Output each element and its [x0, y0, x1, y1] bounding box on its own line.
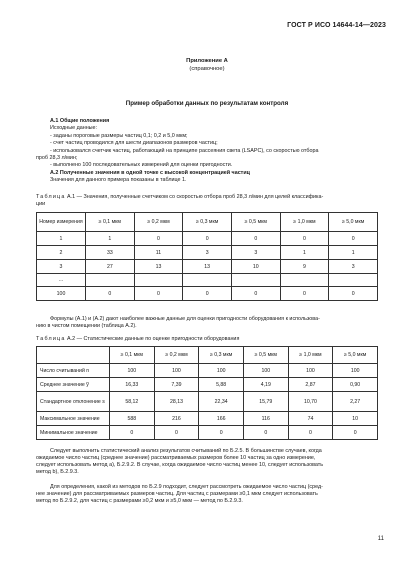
table-cell: 1 — [280, 246, 329, 260]
section-a1-intro: Исходные данные: — [50, 125, 98, 132]
table-cell: 7,39 — [154, 378, 199, 392]
table-cell: 100 — [288, 364, 333, 378]
paragraph-line: метод b), Б.2.9.3. — [36, 469, 79, 475]
table-header-cell: ≥ 0,3 мкм — [199, 347, 244, 364]
table-cell: 10,70 — [288, 392, 333, 412]
table-cell: 1 — [329, 246, 378, 260]
table-header-cell: ≥ 0,1 мкм — [110, 347, 155, 364]
table-cell — [86, 274, 135, 287]
table-cell — [183, 274, 232, 287]
table-cell: 0 — [110, 426, 155, 440]
table-cell: 100 — [333, 364, 378, 378]
table1-caption-label: Таблица — [36, 194, 66, 200]
table-cell: 58,12 — [110, 392, 155, 412]
document-title: Пример обработки данных по результатам контроля — [125, 100, 289, 107]
table-cell: 13 — [183, 260, 232, 274]
table2 — [36, 346, 378, 440]
table-row — [37, 260, 378, 274]
list-item: - заданы пороговые размеры частиц 0,1; 0,2 и 5,0 мкм; — [50, 132, 188, 139]
table1-caption — [36, 194, 386, 208]
table-cell: 100 — [199, 364, 244, 378]
table-cell: 0 — [134, 232, 183, 246]
table-cell: 4,19 — [243, 378, 288, 392]
table-cell: 1 — [37, 232, 86, 246]
table2-caption-text: А.2 — Статистические данные по оценке пригодности оборудования — [67, 336, 240, 342]
section-a2-intro: Значения для данного примера показаны в таблице 1. — [50, 177, 187, 184]
table-cell: 11 — [134, 246, 183, 260]
method-paragraph — [36, 484, 386, 505]
table-header-cell — [37, 347, 110, 364]
table-cell: 0,90 — [333, 378, 378, 392]
list-item: - выполнено 100 последовательных измерений для оценки пригодности. — [50, 162, 233, 169]
table-cell: 15,79 — [243, 392, 288, 412]
table-cell: 3 — [37, 260, 86, 274]
paragraph-line: нее значение) для рассматриваемых размеров частиц. Для частиц с размерами ≥0,1 мкм следует использовать — [36, 491, 318, 497]
standard-header: ГОСТ Р ИСО 14644-14—2023 — [287, 22, 386, 29]
paragraph-line: ожидаемое число частиц (среднее значение) рассматриваемых размеров более 10 частиц за одно измерение, — [36, 455, 316, 461]
table2-caption — [36, 336, 386, 343]
appendix-subtitle: (справочное) — [189, 65, 225, 72]
table-row — [37, 364, 378, 378]
formulas-paragraph — [36, 316, 386, 330]
table-cell: 3 — [183, 246, 232, 260]
paragraph-line: Для определения, какой из методов по Б.2.9 подходит, следует рассмотреть ожидаемое число частиц (сред- — [50, 484, 323, 490]
table-cell — [329, 274, 378, 287]
table-header-cell: ≥ 1,0 мкм — [288, 347, 333, 364]
list-item: - счет частиц проводился для шести диапазонов размеров частиц; — [50, 140, 218, 147]
table-row-label: Стандартное отклонение s — [37, 392, 110, 412]
section-a1-heading: А.1 Общие положения — [50, 118, 110, 124]
table-row — [37, 378, 378, 392]
table-row-label: Минимальное значение — [37, 426, 110, 440]
table-cell: 0 — [243, 426, 288, 440]
table-header-cell: ≥ 5,0 мкм — [329, 213, 378, 232]
table-cell: 0 — [280, 287, 329, 301]
table-cell: 100 — [110, 364, 155, 378]
table-cell: 100 — [243, 364, 288, 378]
page-number: 11 — [377, 536, 384, 542]
table-cell: 100 — [37, 287, 86, 301]
table-cell: 1 — [86, 232, 135, 246]
table-cell: 33 — [86, 246, 135, 260]
table2-caption-label: Таблица — [36, 336, 66, 342]
table-cell: 28,13 — [154, 392, 199, 412]
table-header-cell: ≥ 0,5 мкм — [243, 347, 288, 364]
table-cell: 100 — [154, 364, 199, 378]
table-cell — [134, 274, 183, 287]
appendix-title: Приложение А — [186, 58, 228, 64]
table-row — [37, 392, 378, 412]
table-cell: 2,87 — [288, 378, 333, 392]
list-item: - использовался счетчик частиц, работающий на принципе рассеяния света (LSAPC), со скоростью отбора — [50, 147, 319, 154]
table-cell: 5,88 — [199, 378, 244, 392]
paragraph-line: нию в чистом помещении (таблица А.2). — [36, 323, 137, 329]
table-cell — [231, 274, 280, 287]
table1-caption-text: А.1 — Значения, полученные счетчиком со скоростью отбора проб 28,3 л/мин для целей классифика- — [67, 194, 324, 200]
table-cell: 9 — [280, 260, 329, 274]
table-cell: 0 — [199, 426, 244, 440]
table-cell: 0 — [231, 287, 280, 301]
table-cell: 216 — [154, 412, 199, 426]
appendix-heading — [0, 58, 414, 73]
table-cell: 13 — [134, 260, 183, 274]
table-cell: 0 — [288, 426, 333, 440]
paragraph-line: Следует выполнить статистический анализ результатов считываний по Б.2.5. В большинстве случаев, когда — [50, 448, 322, 454]
table-cell: 2 — [37, 246, 86, 260]
paragraph-line: следует использовать метод а), Б.2.9.2. В случае, когда ожидаемое число частиц менее 10, следует использовать — [36, 462, 324, 468]
table-header-cell: Номер измерения — [37, 213, 86, 232]
table-cell: 588 — [110, 412, 155, 426]
table-cell: 0 — [333, 426, 378, 440]
table-cell: 0 — [134, 287, 183, 301]
table-cell: 0 — [183, 287, 232, 301]
table-header-row — [37, 213, 378, 232]
table-cell: ... — [37, 274, 86, 287]
table1 — [36, 212, 378, 301]
table-cell: 22,34 — [199, 392, 244, 412]
section-a1 — [36, 118, 384, 185]
table-row-label: Максимальное значение — [37, 412, 110, 426]
statistics-paragraph — [36, 448, 386, 476]
table-header-cell: ≥ 0,5 мкм — [231, 213, 280, 232]
table-row — [37, 274, 378, 287]
table-header-cell: ≥ 1,0 мкм — [280, 213, 329, 232]
table-header-cell: ≥ 0,2 мкм — [134, 213, 183, 232]
table-cell: 74 — [288, 412, 333, 426]
table-cell: 16,33 — [110, 378, 155, 392]
table-cell: 3 — [231, 246, 280, 260]
paragraph-line: Формулы (А.1) и (А.2) дают наиболее важные данные для оценки пригодности оборудования к использова- — [50, 316, 320, 322]
table-cell: 0 — [86, 287, 135, 301]
table1-caption-text-cont: ции — [36, 201, 46, 207]
table-cell: 166 — [199, 412, 244, 426]
table-row — [37, 426, 378, 440]
table-row — [37, 412, 378, 426]
table-header-cell: ≥ 0,3 мкм — [183, 213, 232, 232]
table-cell: 0 — [280, 232, 329, 246]
table-row-label: Среднее значение y̅ — [37, 378, 110, 392]
table-cell: 0 — [154, 426, 199, 440]
table-cell: 3 — [329, 260, 378, 274]
table-row-label: Число считываний n — [37, 364, 110, 378]
section-a2-heading: А.2 Полученные значения в одной точке с высокой концентрацией частиц — [50, 169, 250, 176]
table-row — [37, 246, 378, 260]
paragraph-line: метод по Б.2.9.2, для частиц с размерами ≥0,2 мкм и ≥5,0 мкм — метод по Б.2.9.3. — [36, 498, 243, 504]
table-cell: 0 — [231, 232, 280, 246]
table-cell: 0 — [183, 232, 232, 246]
table-cell: 2,27 — [333, 392, 378, 412]
table-cell: 27 — [86, 260, 135, 274]
table-cell: 0 — [329, 287, 378, 301]
table-cell: 10 — [333, 412, 378, 426]
list-item: проб 28,3 л/мин; — [36, 155, 78, 162]
table-cell: 10 — [231, 260, 280, 274]
table-cell: 0 — [329, 232, 378, 246]
table-header-row — [37, 347, 378, 364]
table-header-cell: ≥ 0,1 мкм — [86, 213, 135, 232]
table-cell — [280, 274, 329, 287]
table-header-cell: ≥ 0,2 мкм — [154, 347, 199, 364]
table-cell: 116 — [243, 412, 288, 426]
table-row — [37, 287, 378, 301]
table-row — [37, 232, 378, 246]
table-header-cell: ≥ 5,0 мкм — [333, 347, 378, 364]
